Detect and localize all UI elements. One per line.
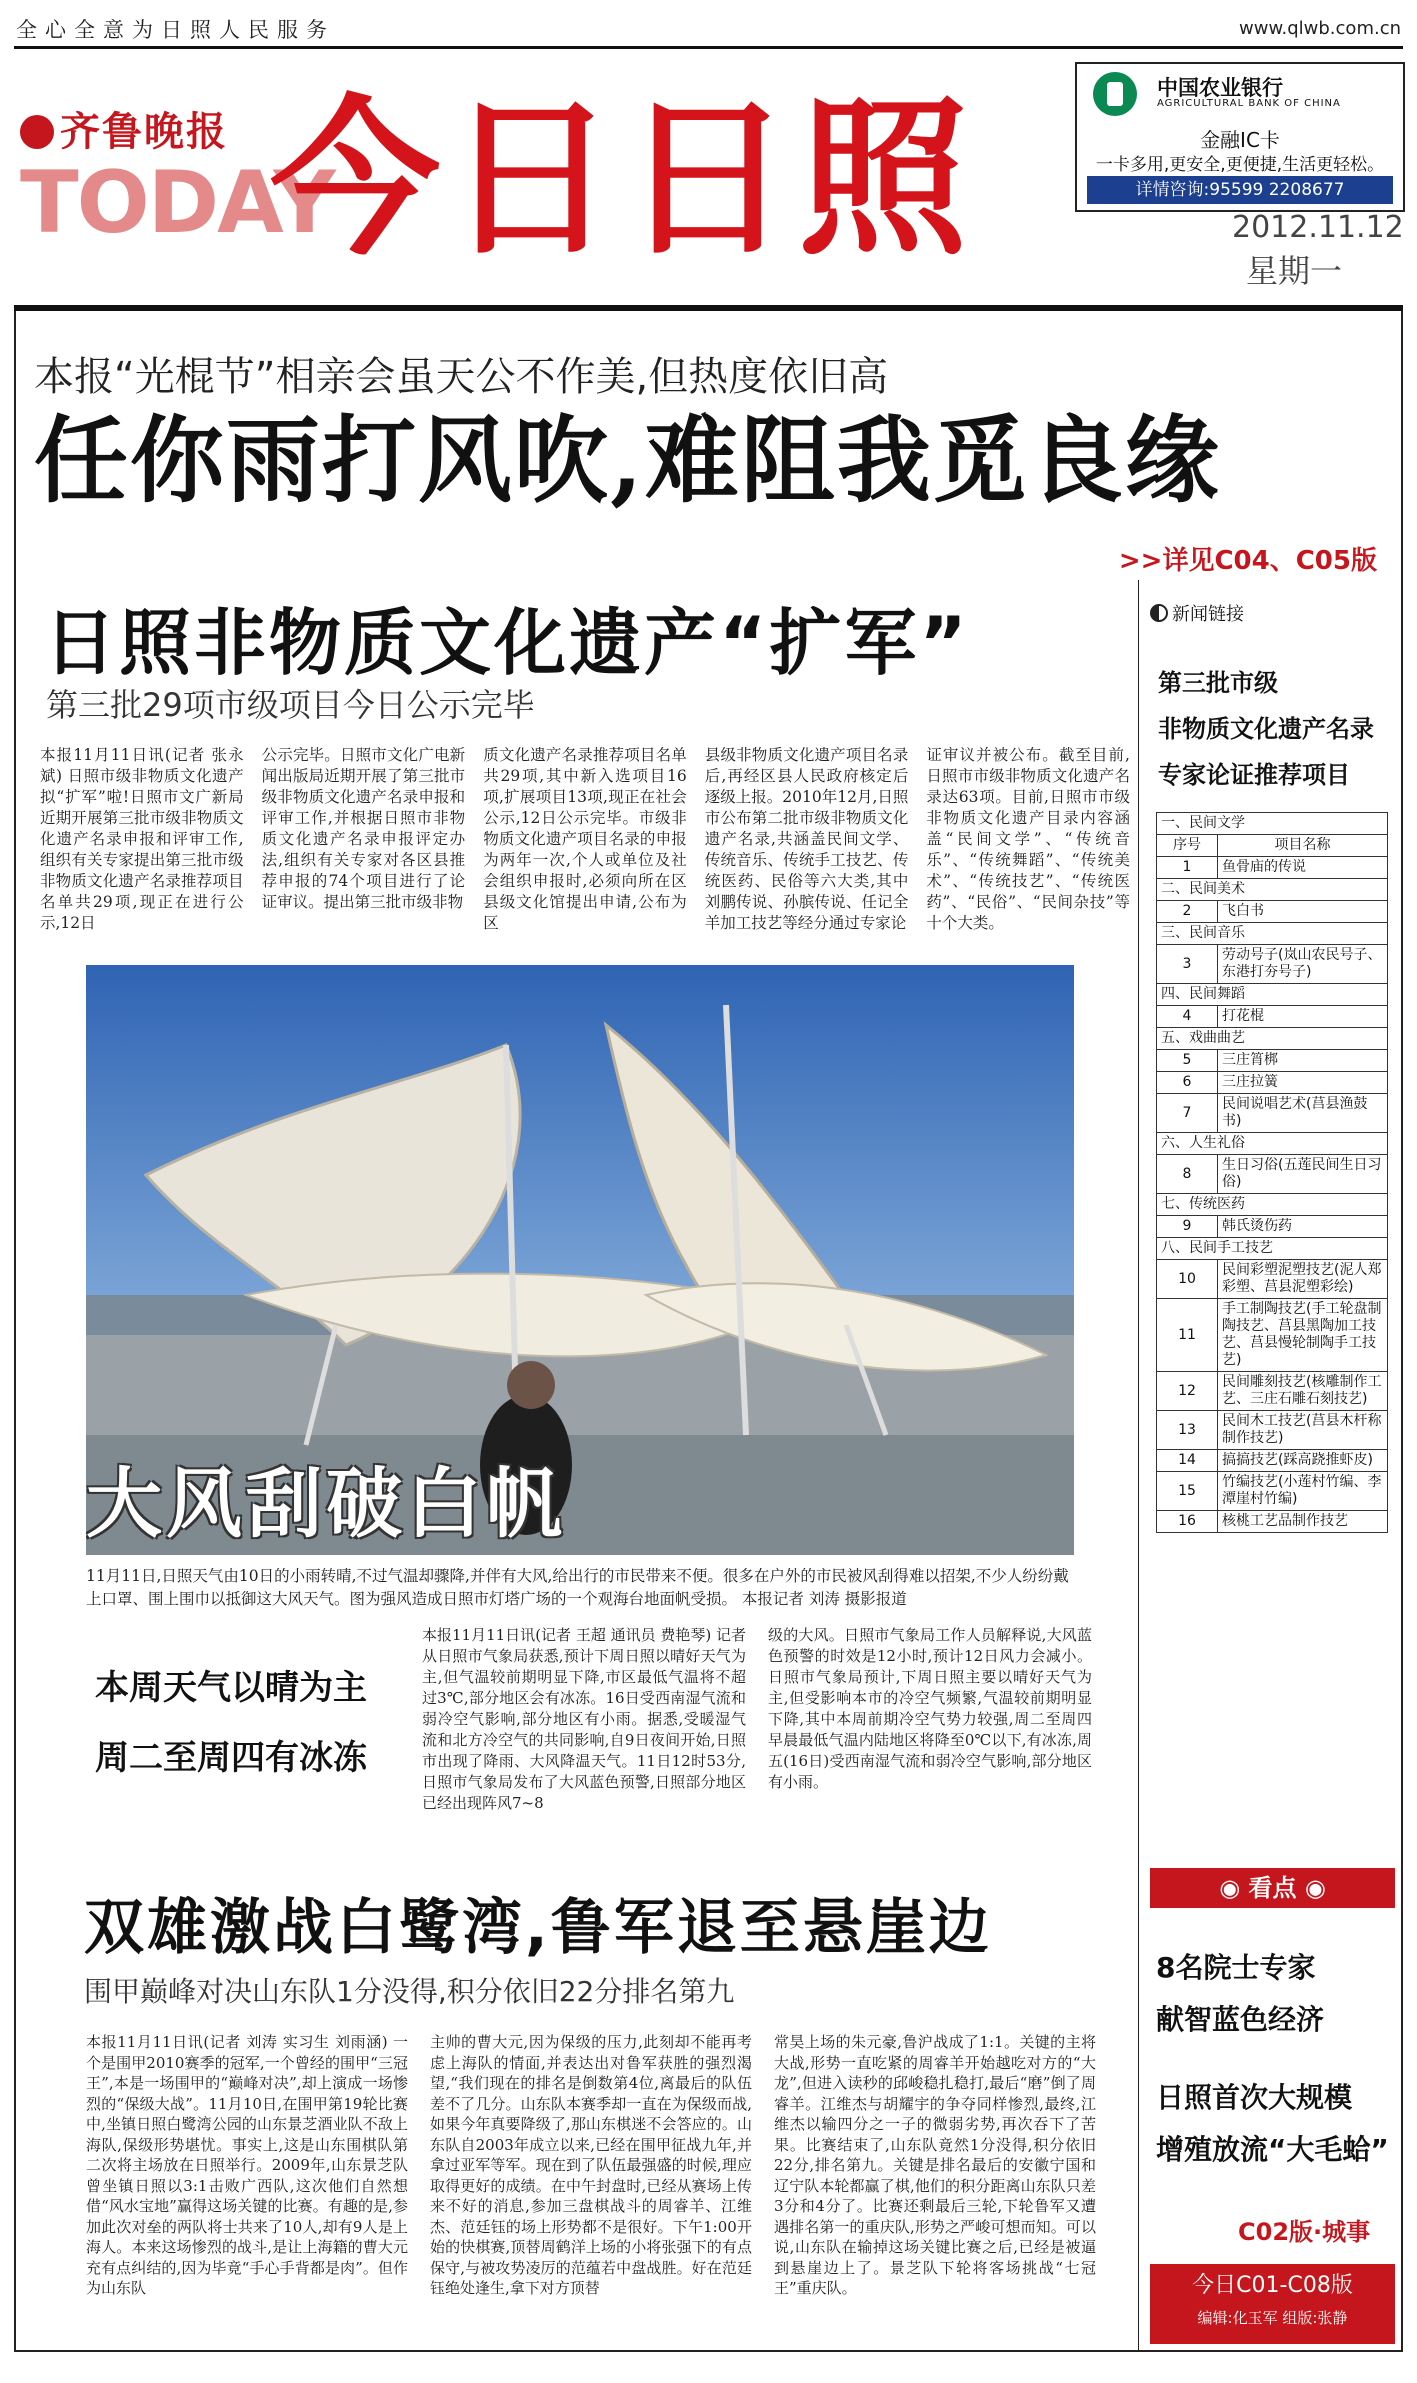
bank-name: 中国农业银行 [1157,76,1283,100]
news-photo [86,965,1074,1555]
table-category-row [1157,879,1388,901]
table-row [1157,1511,1388,1533]
rail-heading-line: 第三批市级 [1158,669,1278,697]
table-cell-name: 民间雕刻技艺(核雕制作工艺、三庄石雕石刻技艺) [1218,1372,1388,1411]
article-column: 证审议并被公布。截至目前,日照市市级非物质文化遗产名录达63项。目前,日照市市级非物质文化遗产目录内容涵盖“民间文学”、“传统音乐”、“传统舞蹈”、“传统美术”、“传统技艺”、“传统医药”、“民俗”、“民间杂技”等十个大类。 [926,746,1130,932]
table-row [1157,1050,1388,1072]
article-column: 主帅的曹大元,因为保级的压力,此刻却不能再考虑上海队的情面,并表达出对鲁军获胜的强烈渴望,“我们现在的排名是倒数第4位,离最后的队伍差不了几分。山东队本赛季却一直在为保级而战,如果今年真要降级了,那山东棋迷不会答应的。山东队自2003年成立以来,已经在围甲征战九年,并拿过亚军等军。现在到了队伍最强盛的时候,理应取得更好的成绩。在中午封盘时,已经从赛场上传来不好的消息,参加三盘棋战斗的周睿羊、江维杰、范廷钰的场上形势都不是很好。下午1:00开始的快棋赛,顶替周鹤洋上场的小将张强下的有点保守,与被攻势凌厉的范蕴若中盘战胜。好在范廷钰绝处逢生,拿下对方顶替 [430,2033,752,2297]
bank-card-name: 金融IC卡 [1200,128,1280,152]
top-rule [14,46,1403,49]
highlight-line: 献智蓝色经济 [1156,2003,1325,2036]
table-row [1157,901,1388,923]
table-category: 七、传统医药 [1157,1194,1388,1216]
issue-date: 2012.11.12 [1232,210,1404,245]
table-cell-name: 民间彩塑泥塑技艺(泥人郑彩塑、莒县泥塑彩绘) [1218,1260,1388,1299]
highlight-line: 8名院士专家 [1156,1951,1316,1984]
table-category: 二、民间美术 [1157,879,1388,901]
website-link[interactable]: www.qlwb.com.cn [1239,18,1401,39]
news-link-tag [1150,600,1244,626]
table-cell-name: 生日习俗(五莲民间生日习俗) [1218,1155,1388,1194]
table-cell-name: 竹编技艺(小莲村竹编、李潭崖村竹编) [1218,1472,1388,1511]
highlight-line: 日照首次大规模 [1156,2081,1353,2114]
table-row [1157,1450,1388,1472]
highlights-label: 看点 [1248,1874,1297,1902]
table-cell-no: 2 [1157,901,1218,923]
article-column: 级的大风。日照市气象局工作人员解释说,大风蓝色预警的时效是12小时,预计12日风力会减小。日照市气象局预计,下周日照主要以晴好天气为主,但受影响本市的冷空气频繁,气温较前期明显下降,其中本周前期冷空气势力较强,周二至周四早晨最低气温内陆地区将降至0℃以下,有冰冻,周五(16日)受西南湿气流和弱冷空气影响,部分地区有小雨。 [768,1626,1092,1791]
table-category: 四、民间舞蹈 [1157,984,1388,1006]
table-category-row [1157,1133,1388,1155]
bottom-rule [14,2350,1403,2352]
highlight-item-1[interactable] [1156,1942,1324,2046]
highlight-page-ref[interactable]: C02版·城事 [1238,2218,1371,2246]
table-category-row [1157,1238,1388,1260]
article-column: 本报11月11日讯(记者 王超 通讯员 费艳琴) 记者从日照市气象局获悉,预计下周日照以晴好天气为主,但气温较前期明显下降,市区最低气温将不超过3℃,部分地区会有冰冻。16日受西南湿气流和弱冷空气影响,部分地区有小雨。据悉,受暖湿气流和北方冷空气的共同影响,自9日夜间开始,日照市出现了降雨、大风降温天气。11日12时53分,日照市气象局发布了大风蓝色预警,日照部分地区已经出现阵风7~8 [422,1626,746,1812]
table-category-row [1157,1194,1388,1216]
table-row [1157,857,1388,879]
table-header-name: 项目名称 [1218,835,1388,857]
bank-card-desc: 一卡多用,更安全,更便捷,生活更轻松。 [1095,155,1385,175]
photo-overlay-title: 大风刮破白帆 [86,1459,566,1548]
table-row [1157,1094,1388,1133]
article-column: 公示完毕。日照市文化广电新闻出版局近期开展了第三批市级非物质文化遗产名录申报和评审工作,并根据日照市非物质文化遗产名录申报评定办法,组织有关专家对各区县推荐申报的74个项目进行了论证审议。提出第三批市级非物 [261,746,466,911]
table-row [1157,1155,1388,1194]
brand-name: 齐鲁晚报 [60,108,228,155]
table-category: 三、民间音乐 [1157,923,1388,945]
table-cell-name: 韩氏烫伤药 [1218,1216,1388,1238]
weather-headline-line2[interactable]: 周二至周四有冰冻 [95,1738,367,1778]
weather-headline-line1[interactable]: 本周天气以晴为主 [95,1668,367,1708]
highlight-item-2[interactable] [1156,2072,1389,2176]
bank-logo-icon [1093,72,1137,116]
article-column: 本报11月11日讯(记者 张永斌) 日照市级非物质文化遗产拟“扩军”啦!日照市文广新局近期开展第三批市级非物质文化遗产名录申报和评审工作,组织有关专家提出第三批市级非物质文化遗产名录推荐项目名单共29项,现正在进行公示,12日 [40,746,244,932]
table-row [1157,945,1388,984]
table-cell-name: 三庄筲梆 [1218,1050,1388,1072]
table-cell-name: 三庄拉簧 [1218,1072,1388,1094]
rail-heading-line: 非物质文化遗产名录 [1158,715,1374,743]
slogan: 全心全意为日照人民服务 [16,18,335,42]
weather-article [422,1625,1092,1814]
table-cell-name: 打花棍 [1218,1006,1388,1028]
photo-caption: 11月11日,日照天气由10日的小雨转晴,不过气温却骤降,并伴有大风,给出行的市民带来不便。很多在户外的市民被风刮得难以招架,不少人纷纷戴上口罩、围上围巾以抵御这大风天气。图为强风造成日照市灯塔广场的一个观海台地面帆受损。 本报记者 刘涛 摄影报道 [86,1567,1069,1608]
issue-weekday: 星期一 [1246,252,1343,290]
rail-heading [1158,660,1374,798]
table-cell-no: 5 [1157,1050,1218,1072]
rail-heading-line: 专家论证推荐项目 [1158,761,1350,789]
brand-emblem-icon [20,115,54,149]
lead-kicker: 本报“光棍节”相亲会虽天公不作美,但热度依旧高 [34,354,889,400]
table-cell-no: 6 [1157,1072,1218,1094]
table-cell-no: 13 [1157,1411,1218,1450]
left-frame-rule [14,311,16,2351]
table-row [1157,1006,1388,1028]
table-cell-name: 核桃工艺品制作技艺 [1218,1511,1388,1533]
table-cell-no: 4 [1157,1006,1218,1028]
heritage-list-table [1156,812,1388,1533]
table-cell-name: 搞搞技艺(踩高跷推虾皮) [1218,1450,1388,1472]
brand-logo [20,100,228,157]
table-row [1157,1411,1388,1450]
heritage-article [40,745,1130,934]
table-cell-name: 鱼骨庙的传说 [1218,857,1388,879]
table-header-row [1157,835,1388,857]
table-cell-no: 12 [1157,1372,1218,1411]
lead-headline[interactable]: 任你雨打风吹,难阻我觅良缘 [34,406,1221,516]
table-cell-name: 飞白书 [1218,901,1388,923]
footer-pages: 今日C01-C08版 [1192,2273,1353,2298]
table-cell-no: 1 [1157,857,1218,879]
table-row [1157,1372,1388,1411]
sports-article [86,2032,1096,2299]
news-link-label: 新闻链接 [1172,604,1244,625]
table-category: 一、民间文学 [1157,813,1388,835]
bank-name-en: AGRICULTURAL BANK OF CHINA [1157,98,1341,109]
heritage-headline[interactable]: 日照非物质文化遗产“扩军” [44,601,970,685]
article-column: 质文化遗产名录推荐项目名单共29项,其中新入选项目16项,扩展项目13项,现正在社会公示,12日公示完毕。市级非物质文化遗产项目名录的申报为两年一次,个人或单位及社会组织申报时,必须向所在区县级文化馆提出申请,公布为区 [483,746,687,932]
table-cell-no: 7 [1157,1094,1218,1133]
sports-headline[interactable]: 双雄激战白鹭湾,鲁军退至悬崖边 [84,1893,992,1963]
table-cell-no: 8 [1157,1155,1218,1194]
highlights-banner: ◉ 看点 ◉ [1150,1868,1395,1908]
table-category-row [1157,813,1388,835]
table-cell-no: 3 [1157,945,1218,984]
news-link-icon [1150,604,1168,622]
sports-deck: 围甲巅峰对决山东队1分没得,积分依旧22分排名第九 [84,1975,735,2008]
table-cell-name: 民间木工技艺(莒县木杆称制作技艺) [1218,1411,1388,1450]
table-cell-no: 11 [1157,1299,1218,1372]
table-category: 五、戏曲曲艺 [1157,1028,1388,1050]
table-cell-no: 15 [1157,1472,1218,1511]
table-cell-no: 10 [1157,1260,1218,1299]
bank-advertisement[interactable] [1075,62,1405,212]
table-row [1157,1299,1388,1372]
table-category-row [1157,984,1388,1006]
highlight-line: 增殖放流“大毛蛤” [1156,2133,1389,2166]
footer-editors: 编辑:化玉军 组版:张静 [1197,2309,1348,2327]
table-row [1157,1216,1388,1238]
rail-divider [1138,580,1139,2350]
masthead-title: 今日日照 [270,81,975,279]
table-cell-no: 16 [1157,1511,1218,1533]
table-row [1157,1072,1388,1094]
table-cell-name: 手工制陶技艺(手工轮盘制陶技艺、莒县黑陶加工技艺、莒县慢轮制陶手工技艺) [1218,1299,1388,1372]
heritage-table [1156,812,1388,1533]
article-column: 常昊上场的朱元豪,鲁沪战成了1:1。关键的主将大战,形势一直吃紧的周睿羊开始越吃对方的“大龙”,但进入读秒的邱峻稳扎稳打,最后“磨”倒了周睿羊。江维杰与胡耀宇的争夺同样惨烈,最终,江维杰以输四分之一子的微弱劣势,再次吞下了苦果。比赛结束了,山东队竟然1分没得,积分依旧22分,排名第九。关键是排名最后的安徽宁国和辽宁队本轮都赢了棋,他们的积分距离山东队只差3分和4分了。比赛还剩最后三轮,下轮鲁军又遭遇排名第一的重庆队,形势之严峻可想而知。可以说,山东队在输掉这场关键比赛之后,已经是被逼到悬崖边上了。景芝队下轮将客场挑战“七冠王”重庆队。 [774,2033,1096,2297]
bank-phone: 详情咨询:95599 2208677 [1087,176,1393,204]
table-category-row [1157,1028,1388,1050]
table-category: 八、民间手工技艺 [1157,1238,1388,1260]
table-header-no: 序号 [1157,835,1218,857]
table-category: 六、人生礼俗 [1157,1133,1388,1155]
page-footer-box [1150,2264,1395,2344]
heritage-deck: 第三批29项市级项目今日公示完毕 [46,686,535,724]
table-category-row [1157,923,1388,945]
article-column: 本报11月11日讯(记者 刘涛 实习生 刘雨涵) 一个是围甲2010赛季的冠军,一个曾经的围甲“三冠王”,本是一场围甲的“巅峰对决”,却上演成一场惨烈的“保级大战”。11月10日,在围甲第19轮比赛中,坐镇日照白鹭湾公园的山东景芝酒业队不敌上海队,保级形势堪忧。事实上,这是山东围棋队第二次将主场放在日照举行。2009年,山东景芝队曾坐镇日照以3:1击败广西队,这次他们自然想借“风水宝地”赢得这场关键的比赛。有趣的是,参加此次对垒的两队将士共来了10人,却有9人是上海人。本来这场惨烈的战斗,是让上海籍的曹大元充有点纠结的,因为毕竟“手心手背都是肉”。但作为山东队 [86,2033,408,2297]
right-frame-rule [1401,311,1403,2351]
table-cell-no: 9 [1157,1216,1218,1238]
article-column: 县级非物质文化遗产项目名录后,再经区县人民政府核定后逐级上报。2010年12月,日照市公布第二批市级非物质文化遗产名录,共涵盖民间文学、传统音乐、传统手工技艺、传统医药、民俗等六大类,其中刘鹏传说、孙膑传说、任记全羊加工技艺等经分通过专家论 [704,746,909,932]
lead-see-also-link[interactable]: >>详见C04、C05版 [1118,546,1377,576]
table-row [1157,1260,1388,1299]
table-cell-no: 14 [1157,1450,1218,1472]
table-row [1157,1472,1388,1511]
header-rule [14,305,1403,311]
table-cell-name: 劳动号子(岚山农民号子、东港打夯号子) [1218,945,1388,984]
brand-today: TODAY [20,153,334,253]
table-cell-name: 民间说唱艺术(莒县渔鼓书) [1218,1094,1388,1133]
